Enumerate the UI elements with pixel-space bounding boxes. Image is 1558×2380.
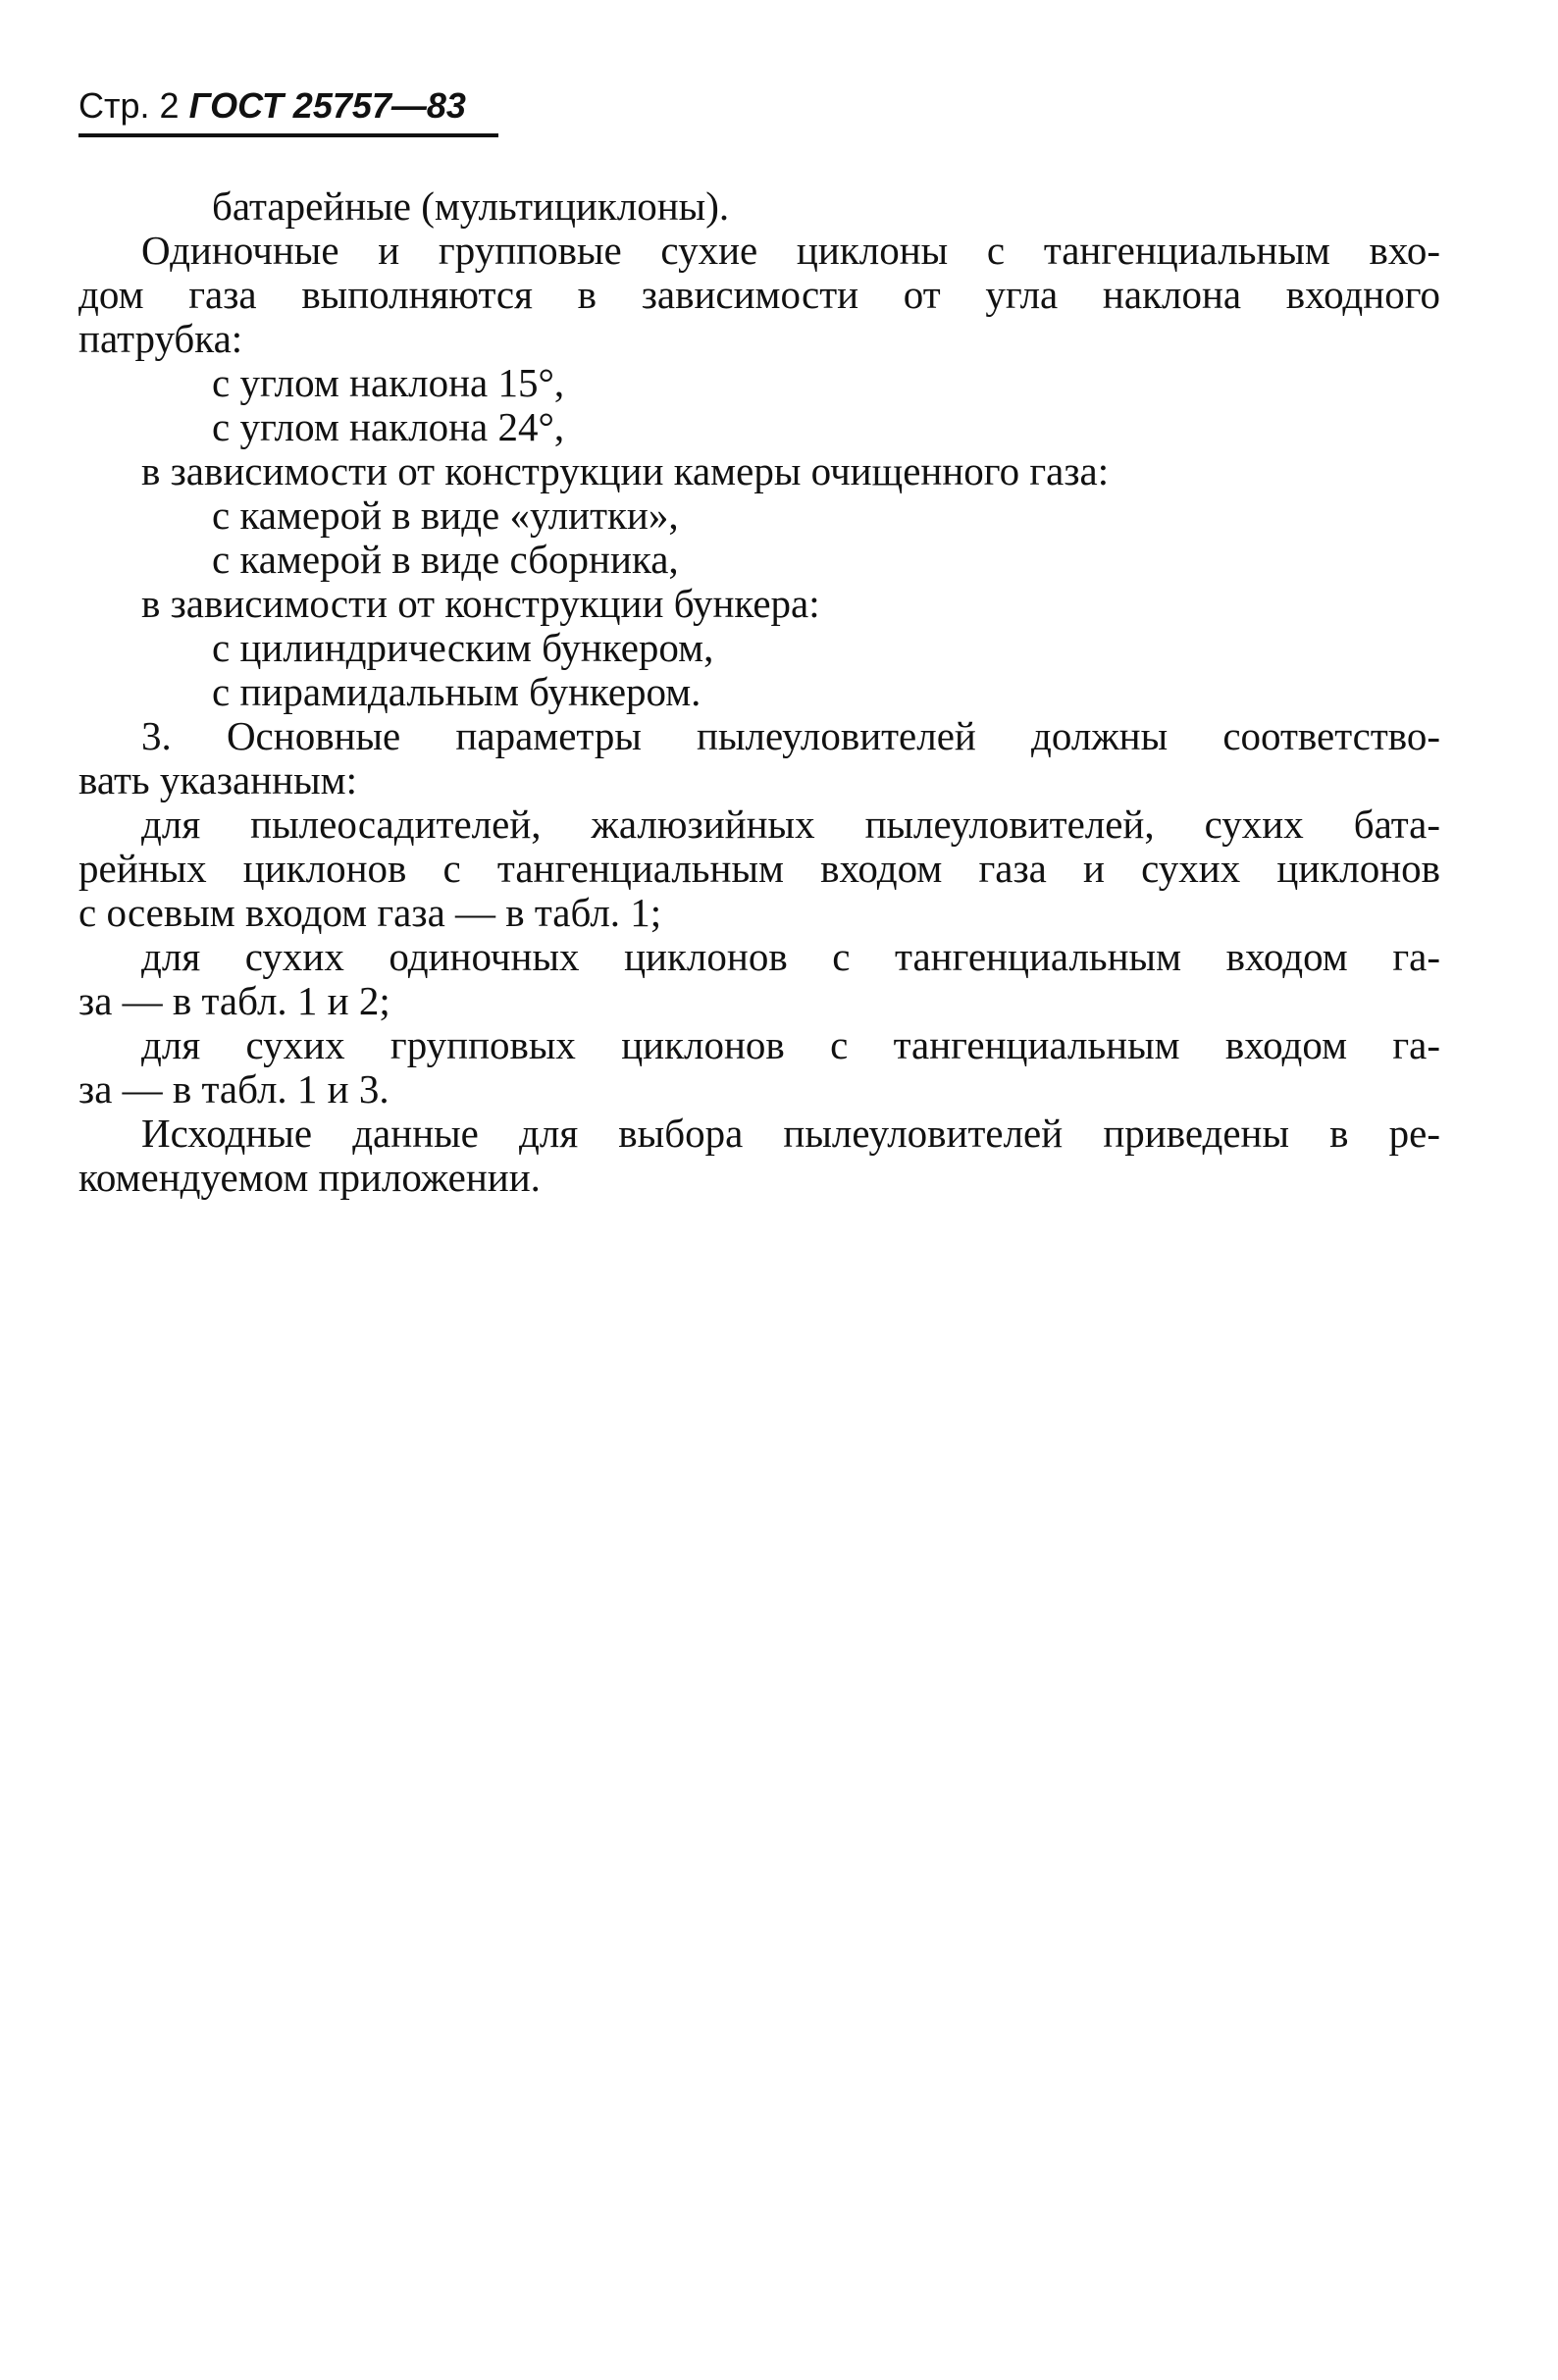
text-line: Исходные данные для выбора пылеуловителей приведены в ре- — [141, 1111, 1440, 1156]
text-line: рейных циклонов с тангенциальным входом газа и сухих циклонов — [78, 846, 1440, 891]
text-line: в зависимости от конструкции камеры очищенного газа: — [141, 448, 1110, 493]
document-body — [78, 184, 1440, 1200]
list-item: с углом наклона 24°, — [212, 404, 565, 449]
text-line: за — в табл. 1 и 3. — [78, 1066, 390, 1112]
text-line: комендуемом приложении. — [78, 1155, 541, 1200]
text-line: за — в табл. 1 и 2; — [78, 978, 390, 1023]
text-line: батарейные (мультициклоны). — [212, 183, 730, 229]
text-line: в зависимости от конструкции бункера: — [141, 581, 820, 626]
text-line: для сухих групповых циклонов с тангенциальным входом га- — [141, 1022, 1440, 1067]
text-line: вать указанным: — [78, 757, 357, 802]
text-line: 3. Основные параметры пылеуловителей должны соответство- — [141, 713, 1440, 758]
text-line: для сухих одиночных циклонов с тангенциальным входом га- — [141, 934, 1440, 979]
list-item: с камерой в виде «улитки», — [212, 492, 679, 538]
page-number-label: Стр. 2 — [78, 85, 180, 126]
list-item: с пирамидальным бункером. — [212, 669, 701, 714]
text-line: патрубка: — [78, 316, 243, 361]
text-line: для пылеосадителей, жалюзийных пылеуловителей, сухих бата- — [141, 802, 1440, 847]
text-line: с осевым входом газа — в табл. 1; — [78, 890, 662, 935]
header-rule — [78, 133, 498, 137]
text-line: дом газа выполняются в зависимости от угла наклона входного — [78, 272, 1440, 317]
list-item: с углом наклона 15°, — [212, 360, 565, 405]
standard-number: ГОСТ 25757—83 — [188, 85, 466, 126]
page-header — [78, 86, 466, 126]
list-item: с цилиндрическим бункером, — [212, 625, 714, 670]
text-line: Одиночные и групповые сухие циклоны с тангенциальным вхо- — [141, 228, 1440, 273]
list-item: с камерой в виде сборника, — [212, 537, 679, 582]
